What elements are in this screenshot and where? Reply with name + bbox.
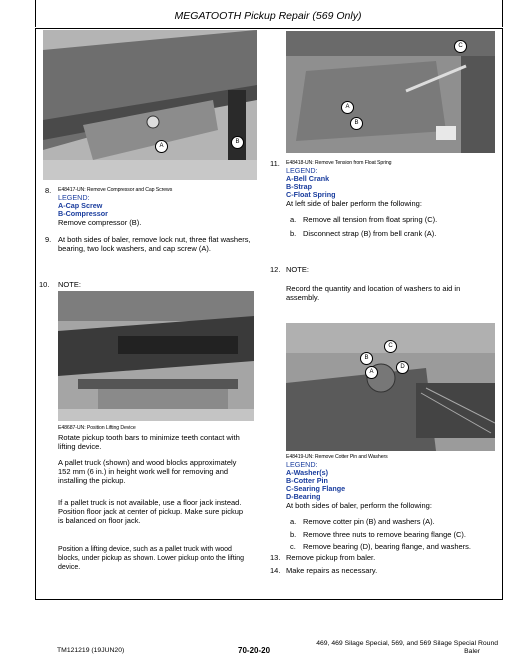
step-11-caption: E48418-UN: Remove Tension from Float Spring	[286, 160, 392, 166]
step-12-number: 12.	[270, 265, 281, 274]
callout-b-3: B	[360, 352, 373, 365]
step-10-para3-3: is balanced on floor jack.	[58, 516, 141, 525]
footer-page-number: 70-20-20	[238, 646, 271, 655]
callout-d: D	[396, 361, 409, 374]
step-11-legend-c: C-Float Spring	[286, 190, 336, 199]
step-12-text-2: assembly.	[286, 293, 320, 302]
callout-a-2: A	[341, 101, 354, 114]
step-13-number: 13.	[270, 553, 281, 562]
step-10-number: 10.	[39, 280, 50, 289]
step-10-para2-1: A pallet truck (shown) and wood blocks approximately	[58, 458, 237, 467]
step-12-legend-a: A-Washer(s)	[286, 468, 329, 477]
step-8-legend-b: B-Compressor	[58, 209, 108, 218]
step-8-caption: E48417-UN: Remove Compressor and Cap Screws	[58, 187, 173, 193]
step-10-para3-2: Position floor jack at center of pickup. Make sure pickup	[58, 507, 244, 516]
step-9-text-1: At both sides of baler, remove lock nut, three flat washers,	[58, 235, 251, 244]
step-12-legend-title: LEGEND:	[286, 460, 318, 469]
step-12-b-label: b.	[290, 530, 297, 539]
step-11-intro: At left side of baler perform the following:	[286, 199, 422, 208]
step-8-text: Remove compressor (B).	[58, 218, 142, 227]
callout-c-2: C	[384, 340, 397, 353]
step-10-text-1: Rotate pickup tooth bars to minimize teeth contact with	[58, 433, 240, 442]
callout-b: B	[231, 136, 244, 149]
step-10-para4-2: blocks, under pickup as shown. Lower pickup onto the lifting	[58, 555, 244, 562]
step-11-number: 11.	[270, 159, 280, 168]
photo-lifting-device	[58, 291, 254, 421]
step-10-caption: E48687-UN: Position Lifting Device	[58, 425, 136, 431]
step-10-para2-2: 152 mm (6 in.) in height work well for removing and	[58, 467, 229, 476]
step-8-legend-title: LEGEND:	[58, 193, 90, 202]
step-12-b-text: Remove three nuts to remove bearing flange (C).	[303, 530, 466, 539]
footer-tm-number: TM121219 (19JUN20)	[57, 647, 125, 654]
step-11-legend-a: A-Bell Crank	[286, 174, 330, 183]
step-13-text: Remove pickup from baler.	[286, 553, 376, 562]
step-10-text-2: lifting device.	[58, 442, 102, 451]
step-9-number: 9.	[45, 235, 52, 244]
step-12-note: NOTE:	[286, 265, 309, 274]
footer-model-line-2: Baler	[464, 648, 480, 655]
callout-c: C	[454, 40, 467, 53]
step-10-note: NOTE:	[58, 280, 81, 289]
callout-a: A	[155, 140, 168, 153]
step-11-a-text: Remove all tension from float spring (C).	[303, 215, 438, 224]
step-12-legend-b: B-Cotter Pin	[286, 476, 328, 485]
step-12-c-label: c.	[290, 542, 296, 551]
step-11-b-label: b.	[290, 229, 297, 238]
step-8-legend-a: A-Cap Screw	[58, 201, 103, 210]
callout-b-2: B	[350, 117, 363, 130]
photo-compressor	[43, 30, 257, 180]
step-11-legend-title: LEGEND:	[286, 166, 318, 175]
step-14-text: Make repairs as necessary.	[286, 566, 378, 575]
step-10-para3-1: If a pallet truck is not available, use a floor jack instead.	[58, 498, 242, 507]
step-14-number: 14.	[270, 566, 281, 575]
step-10-para4-3: device.	[58, 564, 81, 571]
page-title: MEGATOOTH Pickup Repair (569 Only)	[174, 10, 362, 22]
step-12-intro: At both sides of baler, perform the following:	[286, 501, 432, 510]
step-12-a-label: a.	[290, 517, 297, 526]
step-12-text-1: Record the quantity and location of washers to aid in	[286, 284, 461, 293]
step-12-a-text: Remove cotter pin (B) and washers (A).	[303, 517, 435, 526]
step-12-legend-d: D-Bearing	[286, 492, 321, 501]
photo-compressor-illustration	[43, 30, 257, 180]
step-12-legend-c: C-Searing Flange	[286, 484, 346, 493]
step-9-text-2: bearing, two lock washers, and cap screw (A).	[58, 244, 211, 253]
step-10-para2-3: installing the pickup.	[58, 476, 126, 485]
step-8-number: 8.	[45, 186, 52, 195]
step-11-legend-b: B-Strap	[286, 182, 312, 191]
step-10-para4-1: Position a lifting device, such as a pallet truck with wood	[58, 546, 232, 553]
callout-a-3: A	[365, 366, 378, 379]
step-11-a-label: a.	[290, 215, 297, 224]
step-11-b-text: Disconnect strap (B) from bell crank (A).	[303, 229, 437, 238]
step-12-c-text: Remove bearing (D), bearing flange, and washers.	[303, 542, 472, 551]
step-12-caption: E48419-UN: Remove Cotter Pin and Washers	[286, 454, 388, 460]
photo-lifting-illustration	[58, 291, 254, 421]
footer-model-line-1: 469, 469 Silage Special, 569, and 569 Silage Special Round	[316, 640, 498, 647]
